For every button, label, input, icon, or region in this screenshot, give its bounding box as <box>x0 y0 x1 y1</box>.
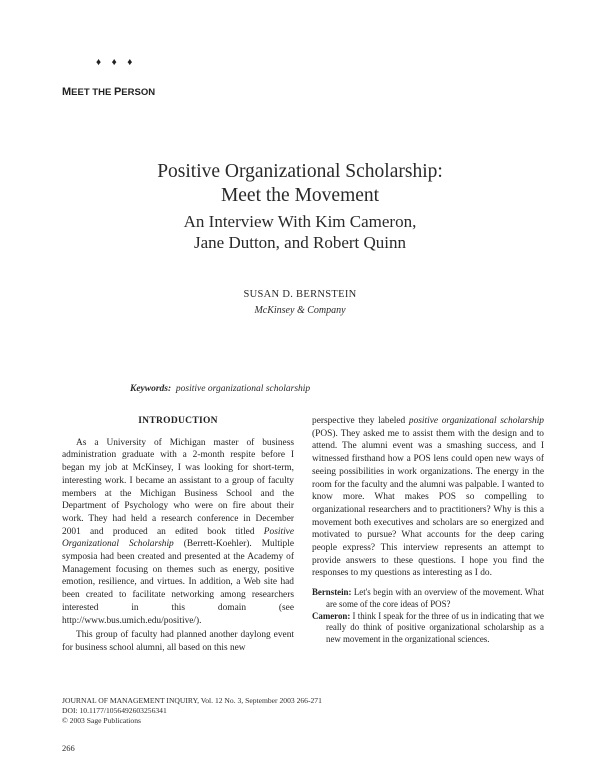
title-line-1: Positive Organizational Scholarship: <box>157 161 443 182</box>
qa-speaker: Bernstein: <box>312 587 352 598</box>
journal-citation: JOURNAL OF MANAGEMENT INQUIRY, Vol. 12 No. 3, September 2003 266-271 <box>62 696 322 705</box>
article-subtitle <box>0 211 600 253</box>
interview-qa <box>312 587 544 645</box>
intro-p3-text-b: (POS). They asked me to assist them with the design and to attend. The alumni event was a smashing success, and I witnessed firsthand how a POS lens could open new ways of seeing possibilities in work organizations. The energy in the room for the faculty and the alumni was palpable. I wanted to know more. What makes POS so compelling to organizational researchers and to practitioners? Why is this a movement both executives and scholars are so energized and motivated to pursue? What accounts for the deep caring people express? This interview represents an attempt to provide answers to these questions. I hope you find the responses to my questions as interesting as I do. <box>312 428 544 579</box>
intro-p1-text-a: As a University of Michigan master of business administration graduate with a 2-month respite before I began my job at McKinsey, I was looking for short-term, interesting work. I became an assistant to a group of faculty members at the Michigan Business School and the Department of Psychology who were on fire about their work. They had held a research conference in December 2001 and produced an edited book titled <box>62 437 294 537</box>
author-affiliation: McKinsey & Company <box>254 305 346 316</box>
left-column <box>62 415 294 657</box>
intro-paragraph-3 <box>312 415 544 580</box>
keywords-label: Keywords: <box>130 384 172 394</box>
section-label-initial-2: P <box>113 86 122 98</box>
doi: DOI: 10.1177/1056492603256341 <box>62 706 167 715</box>
title-line-2: Meet the Movement <box>220 185 380 206</box>
qa-text: Let's begin with an overview of the movement. What are some of the core ideas of POS? <box>326 587 544 609</box>
page-number: 266 <box>62 743 75 753</box>
qa-speaker: Cameron: <box>312 610 351 621</box>
qa-item <box>312 611 544 645</box>
intro-paragraph-2: This group of faculty had planned another daylong event for business school alumni, all based on this new <box>62 630 294 653</box>
section-label <box>62 86 155 98</box>
introduction-heading: INTRODUCTION <box>138 416 218 426</box>
intro-p3-text-a: perspective they labeled <box>312 416 409 426</box>
article-title <box>0 160 600 208</box>
intro-p1-text-b: (Berrett-Koehler). Multiple symposia had been created and presented at the Academy of Management focusing on themes such as energy, positive emotion, resilience, and virtues. In addition, a Web site had been created to facilitate networking among researchers interested in this domain (see http://www.bus.umich.edu/positive/). <box>62 539 294 626</box>
subtitle-line-2: Jane Dutton, and Robert Quinn <box>194 233 406 252</box>
author-name: SUSAN D. BERNSTEIN <box>243 289 357 300</box>
copyright: © 2003 Sage Publications <box>62 716 141 725</box>
keywords <box>130 384 310 394</box>
section-label-part-1: EET THE <box>71 87 114 98</box>
right-column <box>312 415 544 646</box>
ornament-diamonds: ♦ ♦ ♦ <box>96 57 137 68</box>
section-label-initial-1: M <box>62 86 72 98</box>
subtitle-line-1: An Interview With Kim Cameron, <box>183 212 417 231</box>
book-title: Positive Organizational Scholarship <box>62 526 294 550</box>
pos-term: positive organizational scholarship <box>408 416 544 426</box>
qa-item <box>312 587 544 610</box>
journal-footer <box>62 696 322 726</box>
intro-paragraph-1 <box>62 437 294 628</box>
keywords-value: positive organizational scholarship <box>175 384 311 394</box>
qa-text: I think I speak for the three of us in indicating that we really do think of positive organizational scholarship as a new movement in the organizational sciences. <box>326 610 544 644</box>
section-label-part-2: ERSON <box>121 87 156 98</box>
